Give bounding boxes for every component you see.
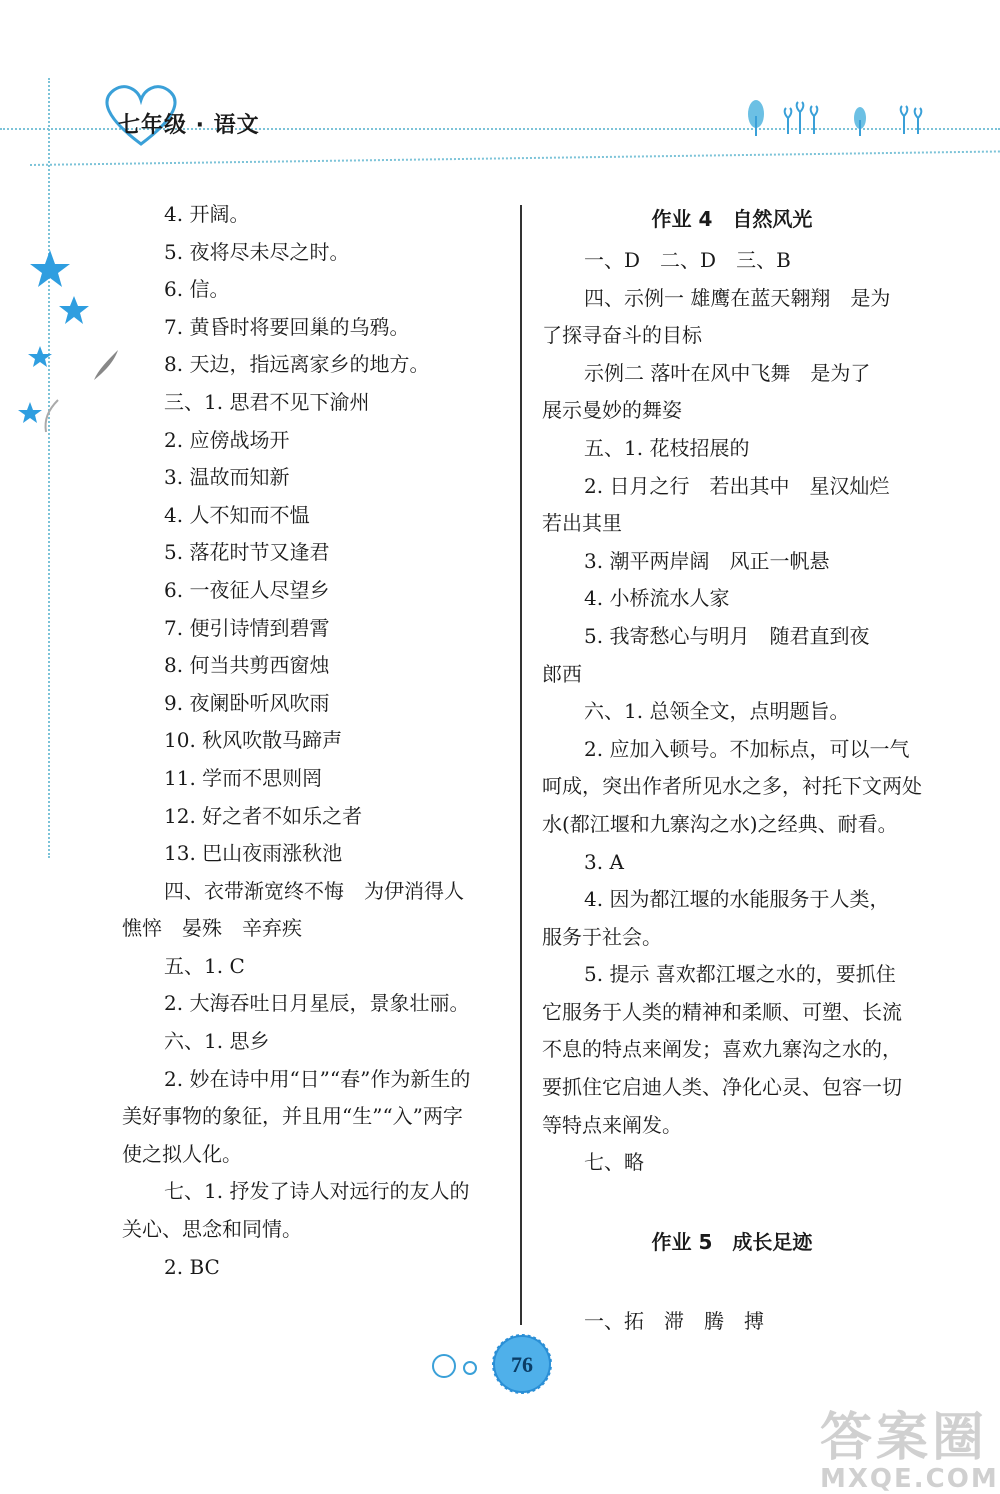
answer-line: 服务于社会。 <box>542 924 662 949</box>
column-divider <box>520 205 522 1325</box>
answer-line: 4. 因为都江堰的水能服务于人类， <box>584 887 890 912</box>
answer-line: 一、拓 滞 腾 搏 <box>584 1309 764 1334</box>
answer-line: 等特点来阐发。 <box>542 1112 682 1137</box>
answer-line: 不息的特点来阐发；喜欢九寨沟之水的， <box>542 1037 902 1062</box>
section-heading: 作业 4 自然风光 <box>651 207 813 231</box>
answer-line: 美好事物的象征，并且用“生”“入”两字 <box>122 1104 463 1129</box>
answer-line: 一、D 二、D 三、B <box>584 248 791 272</box>
answer-line: 展示曼妙的舞姿 <box>542 398 682 423</box>
answer-line: 8. 何当共剪西窗烛 <box>164 653 330 678</box>
tulip-tree-decoration-icon <box>740 96 940 138</box>
answer-line: 9. 夜阑卧听风吹雨 <box>164 690 330 715</box>
answer-line: 了探寻奋斗的目标 <box>542 323 702 348</box>
page-number: 76 <box>511 1352 533 1377</box>
answer-line: 6. 一夜征人尽望乡 <box>164 577 330 602</box>
answer-line: 六、1. 总领全文，点明题旨。 <box>584 699 850 724</box>
answer-line: 呵成，突出作者所见水之多，衬托下文两处 <box>542 774 922 799</box>
answer-line: 要抓住它启迪人类、净化心灵、包容一切 <box>542 1075 902 1100</box>
answer-line: 3. 潮平两岸阔 风正一帆悬 <box>584 548 830 573</box>
answer-line: 三、1. 思君不见下渝州 <box>164 389 370 414</box>
answer-line: 五、1. C <box>164 953 245 978</box>
watermark <box>820 1395 999 1494</box>
answer-line: 它服务于人类的精神和柔顺、可塑、长流 <box>542 999 902 1024</box>
answer-line: 13. 巴山夜雨涨秋池 <box>164 841 343 866</box>
answer-line: 若出其里 <box>542 511 622 536</box>
answer-line: 示例二 落叶在风中飞舞 是为了 <box>584 360 871 385</box>
answer-line: 4. 小桥流水人家 <box>584 586 730 611</box>
answer-line: 5. 夜将尽未尽之时。 <box>164 239 350 264</box>
answer-line: 2. BC <box>164 1254 220 1279</box>
answer-line: 4. 人不知而不愠 <box>164 502 310 527</box>
stars-decoration-icon <box>18 240 128 440</box>
answer-line: 7. 黄昏时将要回巢的乌鸦。 <box>164 314 410 339</box>
answer-line: 四、示例一 雄鹰在蓝天翱翔 是为 <box>584 285 891 310</box>
answer-line: 2. 日月之行 若出其中 星汉灿烂 <box>584 473 890 498</box>
answer-line: 2. 应傍战场开 <box>164 427 290 452</box>
answer-line: 10. 秋风吹散马蹄声 <box>164 728 343 753</box>
answer-line: 12. 好之者不如乐之者 <box>164 803 363 828</box>
answer-line: 七、略 <box>584 1150 644 1175</box>
header-dotted-line-lower <box>30 150 1000 166</box>
answer-line: 3. 温故而知新 <box>164 465 290 490</box>
answer-line <box>542 1182 922 1220</box>
left-column <box>122 196 507 1286</box>
watermark-logo: 答案圈 <box>820 1408 989 1468</box>
answer-line: 五、1. 花枝招展的 <box>584 435 750 460</box>
answer-line: 七、1. 抒发了诗人对远行的友人的 <box>164 1179 470 1204</box>
answer-line: 2. 大海吞吐日月星辰，景象壮丽。 <box>164 991 470 1016</box>
watermark-url: MXQE.COM <box>820 1464 999 1494</box>
answer-line: 7. 便引诗情到碧霄 <box>164 615 330 640</box>
section-heading: 作业 5 成长足迹 <box>651 1230 813 1255</box>
answer-line: 4. 开阔。 <box>164 202 250 226</box>
answer-line: 水(都江堰和九寨沟之水)之经典、耐看。 <box>542 811 898 836</box>
answer-line: 六、1. 思乡 <box>164 1029 270 1054</box>
answer-line: 2. 妙在诗中用“日”“春”作为新生的 <box>164 1066 471 1091</box>
answer-line: 8. 天边，指远离家乡的地方。 <box>164 352 430 377</box>
header-title: 七年级 · 语文 <box>118 113 260 138</box>
answer-line: 3. A <box>584 849 624 874</box>
right-column <box>542 196 922 1341</box>
answer-line: 郎西 <box>542 661 582 686</box>
answer-line: 四、衣带渐宽终不悔 为伊消得人 <box>164 878 464 903</box>
answer-line: 关心、思念和同情。 <box>122 1217 302 1242</box>
answer-line: 5. 提示 喜欢都江堰之水的，要抓住 <box>584 962 896 987</box>
answer-line: 憔悴 晏殊 辛弃疾 <box>122 916 302 941</box>
answer-line: 11. 学而不思则罔 <box>164 765 323 790</box>
answer-line <box>542 1265 922 1303</box>
answer-line: 使之拟人化。 <box>122 1141 242 1166</box>
answer-line: 5. 我寄愁心与明月 随君直到夜 <box>584 623 870 648</box>
side-dotted-line <box>48 78 50 858</box>
answer-line: 6. 信。 <box>164 277 230 302</box>
answer-line: 2. 应加入顿号。不加标点，可以一气 <box>584 736 910 761</box>
answer-line: 5. 落花时节又逢君 <box>164 540 330 565</box>
